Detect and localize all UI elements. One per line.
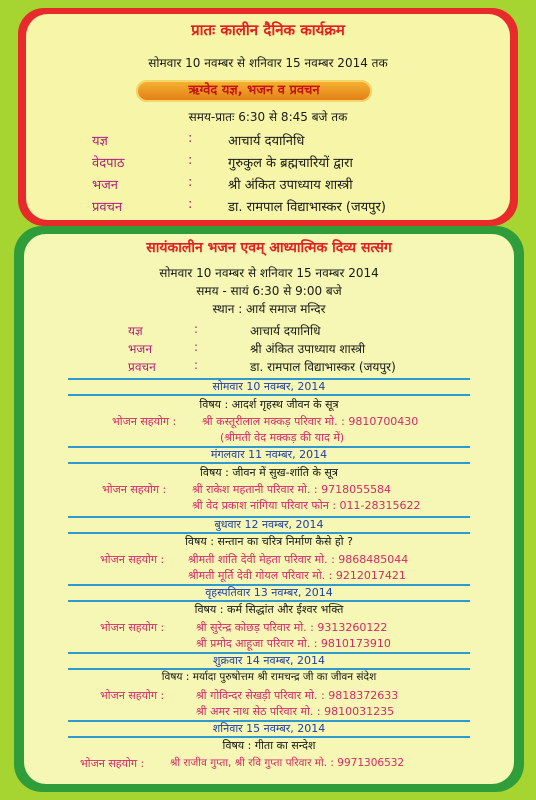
morning-dates: सोमवार 10 नवम्बर से शनिवार 15 नवम्बर 2014 तक — [148, 56, 388, 70]
bhojan-line: श्री राजीव गुप्ता, श्री रवि गुप्ता परिवार मो. : 9971306532 — [170, 757, 405, 769]
morning-row-label: वेदपाठ — [92, 156, 125, 171]
morning-title: प्रातः कालीन दैनिक कार्यक्रम — [191, 21, 345, 39]
evening-dates: सोमवार 10 नवम्बर से शनिवार 15 नवम्बर 2014 — [159, 266, 379, 280]
morning-row-value: आचार्य दयानिधि — [228, 134, 305, 149]
evening-place: स्थान : आर्य समाज मन्दिर — [212, 302, 326, 316]
bhojan-line: श्री अमर नाथ सेठ परिवार मो. : 9810031235 — [196, 705, 395, 718]
bhojan-label: भोजन सहयोग : — [100, 621, 165, 634]
evening-row-label: यज्ञ — [128, 324, 143, 338]
bhojan-line: श्री वेद प्रकाश नांगिया परिवार फोन : 011-28315622 — [192, 499, 421, 512]
bhojan-label: भोजन सहयोग : — [100, 689, 165, 702]
colon: : — [188, 197, 193, 212]
day-topic: विषय : सन्तान का चरित्र निर्माण कैसे हो ? — [185, 535, 353, 548]
evening-title: सायंकालीन भजन एवम् आध्यात्मिक दिव्य सत्संग — [146, 240, 392, 256]
evening-row-value: डा. रामपाल विद्याभास्कर (जयपुर) — [250, 360, 396, 374]
day-heading: शनिवार 15 नवम्बर, 2014 — [212, 722, 326, 735]
evening-row-label: प्रवचन — [128, 360, 156, 374]
bhojan-line: (श्रीमती वेद मक्कड़ की याद में) — [220, 431, 345, 444]
morning-row-value: श्री अंकित उपाध्याय शास्त्री — [228, 178, 353, 193]
morning-row-label: यज्ञ — [92, 134, 108, 149]
colon: : — [188, 153, 193, 168]
colon: : — [194, 340, 199, 354]
evening-row-value: आचार्य दयानिधि — [250, 324, 321, 338]
bhojan-label: भोजन सहयोग : — [100, 553, 165, 566]
morning-time: समय-प्रातः 6:30 से 8:45 बजे तक — [188, 110, 348, 124]
day-heading: मंगलवार 11 नवम्बर, 2014 — [210, 448, 328, 461]
bhojan-line: श्री गोविन्दर सेखड़ी परिवार मो. : 9818372633 — [196, 689, 399, 702]
morning-banner: ऋग्वेद यज्ञ, भजन व प्रवचन — [136, 80, 372, 102]
colon: : — [194, 322, 199, 336]
day-topic: विषय : गीता का सन्देश — [222, 739, 316, 752]
colon: : — [188, 175, 193, 190]
bhojan-line: श्री प्रमोद आहूजा परिवार मो. : 9810173910 — [196, 637, 391, 650]
day-heading: शुक्रवार 14 नवम्बर, 2014 — [213, 654, 325, 667]
evening-section — [14, 226, 524, 792]
day-heading: बुधवार 12 नवम्बर, 2014 — [214, 518, 324, 531]
bhojan-line: श्रीमती शांति देवी मेहता परिवार मो. : 9868485044 — [188, 553, 409, 566]
evening-row-value: श्री अंकित उपाध्याय शास्त्री — [250, 342, 366, 356]
colon: : — [188, 131, 193, 146]
bhojan-label: भोजन सहयोग : — [80, 757, 145, 770]
day-topic: विषय : आदर्श गृहस्थ जीवन के सूत्र — [199, 398, 339, 411]
bhojan-line: श्रीमती मूर्ति देवी गोयल परिवार मो. : 9212017421 — [188, 569, 406, 582]
day-topic: विषय : मर्यादा पुरुषोत्तम श्री रामचन्द्र जी का जीवन संदेश — [161, 671, 377, 683]
morning-row-value: गुरुकुल के ब्रह्मचारियों द्वारा — [228, 156, 353, 171]
bhojan-line: श्री सुरेन्द्र कोछड़ परिवार मो. : 9313260122 — [196, 621, 388, 634]
day-heading: वृहस्पतिवार 13 नवम्बर, 2014 — [205, 586, 333, 599]
day-topic: विषय : कर्म सिद्धांत और ईश्वर भक्ति — [194, 603, 344, 616]
day-heading: सोमवार 10 नवम्बर, 2014 — [212, 380, 326, 393]
colon: : — [194, 358, 199, 372]
evening-time: समय - सायं 6:30 से 9:00 बजे — [196, 284, 342, 298]
bhojan-line: श्री राकेश महतानी परिवार मो. : 9718055584 — [192, 483, 392, 496]
morning-row-value: डा. रामपाल विद्याभास्कर (जयपुर) — [228, 200, 386, 215]
bhojan-line: श्री कस्तूरीलाल मक्कड़ परिवार मो. : 9810700430 — [202, 415, 419, 428]
bhojan-label: भोजन सहयोग : — [112, 415, 177, 428]
day-topic: विषय : जीवन में सुख-शांति के सूत्र — [199, 466, 338, 479]
bhojan-label: भोजन सहयोग : — [102, 483, 167, 496]
evening-row-label: भजन — [128, 342, 153, 356]
morning-row-label: भजन — [92, 178, 119, 193]
morning-row-label: प्रवचन — [92, 200, 123, 215]
